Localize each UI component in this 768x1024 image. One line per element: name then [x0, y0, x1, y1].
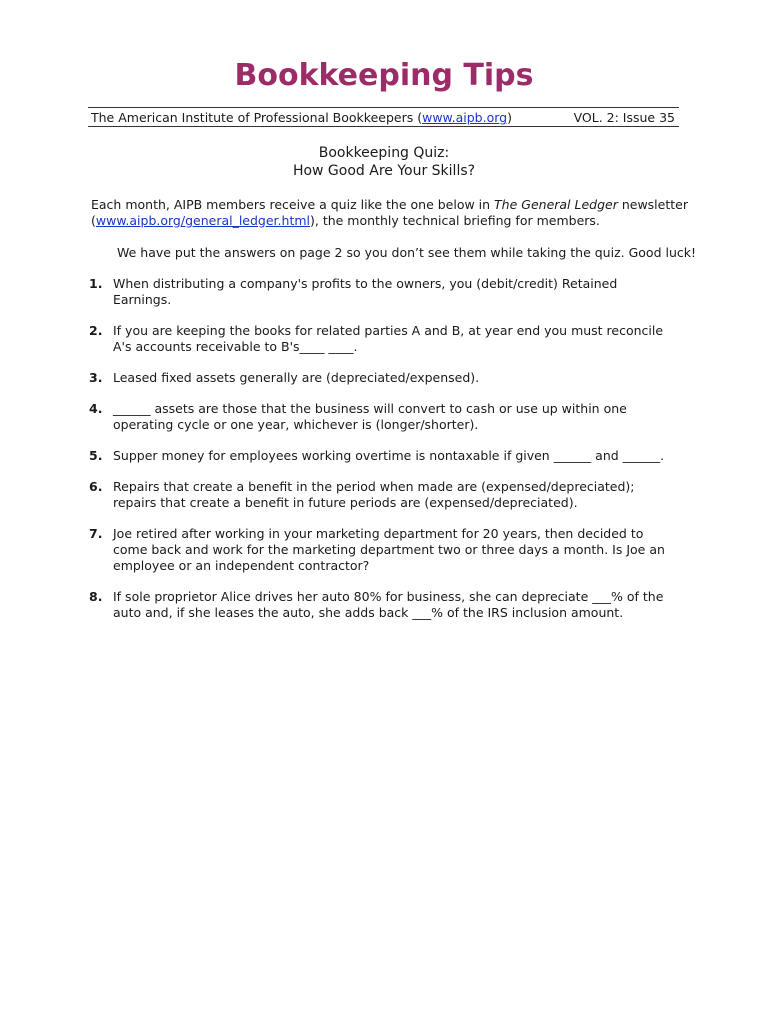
answers-note: We have put the answers on page 2 so you don’t see them while taking the quiz. Good luck!: [117, 245, 696, 260]
quiz-question: [89, 526, 679, 574]
quiz-question: [89, 589, 679, 621]
question-number: 3.: [89, 370, 103, 385]
question-number: 6.: [89, 479, 103, 494]
newsletter-title: Bookkeeping Tips: [234, 58, 534, 93]
question-number: 4.: [89, 401, 103, 416]
question-text: ______ assets are those that the business will convert to cash or use up within one operating cycle or one year, whichever is (longer/shorter).: [113, 401, 627, 432]
question-text: If you are keeping the books for related parties A and B, at year end you must reconcile A's accounts receivable to B's____ ____.: [113, 323, 664, 354]
intro-paragraph: [91, 197, 691, 229]
quiz-heading: [0, 144, 768, 180]
intro-text-2: newsletter (: [91, 197, 688, 228]
intro-text-3: ), the monthly technical briefing for members.: [310, 213, 600, 228]
intro-text-1: Each month, AIPB members receive a quiz like the one below in: [91, 197, 495, 212]
question-text: If sole proprietor Alice drives her auto 80% for business, she can depreciate ___% of the auto and, if she leases the auto, she adds back ___% of the IRS inclusion amount.: [113, 589, 664, 620]
question-text: Leased fixed assets generally are (depreciated/expensed).: [113, 370, 480, 385]
question-text: Repairs that create a benefit in the period when made are (expensed/depreciated); repairs that create a benefit in future periods are (expensed/depreciated).: [113, 479, 635, 510]
publisher-close: ): [507, 110, 512, 125]
quiz-question-list: [89, 276, 679, 636]
issue-number: VOL. 2: Issue 35: [573, 110, 675, 125]
quiz-question: [89, 276, 679, 308]
quiz-heading-line1: Bookkeeping Quiz:: [318, 145, 450, 161]
masthead-bar: [88, 107, 679, 127]
quiz-heading-line2: How Good Are Your Skills?: [292, 163, 476, 179]
question-number: 1.: [89, 276, 103, 291]
quiz-question: [89, 370, 679, 386]
question-number: 2.: [89, 323, 103, 338]
publisher-line: [91, 108, 512, 127]
question-text: When distributing a company's profits to the owners, you (debit/credit) Retained Earnings.: [113, 276, 618, 307]
quiz-question: [89, 479, 679, 511]
publisher-name: The American Institute of Professional Bookkeepers (: [91, 110, 423, 125]
question-number: 8.: [89, 589, 103, 604]
publication-name: The General Ledger: [494, 197, 618, 212]
question-number: 5.: [89, 448, 103, 463]
quiz-question: [89, 323, 679, 355]
aipb-website-link[interactable]: www.aipb.org: [422, 110, 508, 125]
question-text: Joe retired after working in your marketing department for 20 years, then decided to come back and work for the marketing department two or three days a month. Is Joe an employee or an independent contractor?: [113, 526, 665, 573]
quiz-question: [89, 448, 679, 464]
general-ledger-link[interactable]: www.aipb.org/general_ledger.html: [95, 213, 310, 228]
question-number: 7.: [89, 526, 103, 541]
question-text: Supper money for employees working overtime is nontaxable if given ______ and ______.: [113, 448, 665, 463]
quiz-question: [89, 401, 679, 433]
